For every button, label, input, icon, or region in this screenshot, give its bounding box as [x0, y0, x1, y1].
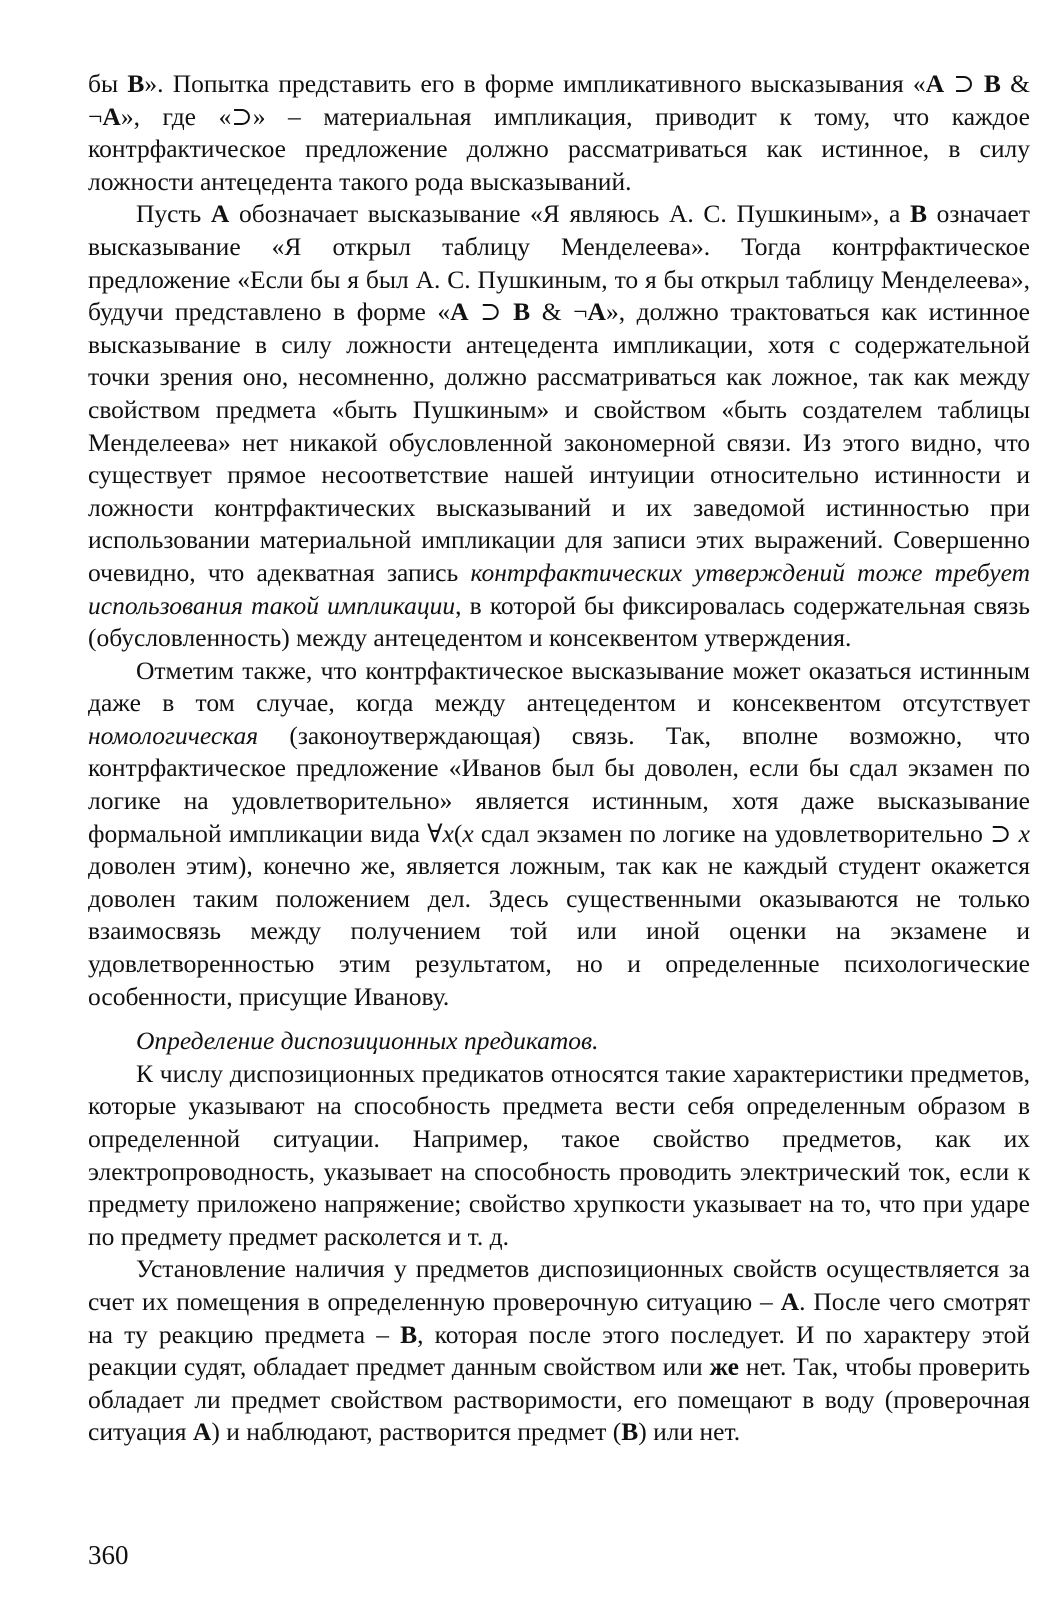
text-run: , которая после этого последует. И по характеру этой реакции судят, обладает предмет данным свойством или — [88, 1319, 1030, 1382]
text-run: (законоутверждающая) связь. Так, вполне возможно, что контрфактическое предложение «Иванов был бы доволен, если бы сдал экзамен по логике на удовлетворительно» является истинным, хотя даже высказывание формальной импликации вида ∀ — [88, 720, 1030, 848]
bold-term: B — [983, 69, 1001, 98]
text-run: & ¬ — [88, 69, 1030, 131]
bold-term: B — [909, 199, 927, 229]
bold-term: A — [450, 297, 469, 327]
paragraph-1 — [88, 68, 1030, 198]
text-run: К числу диспозиционных предикатов относятся такие характеристики предметов, которые указывают на способность предмета вести себя определенным образом в определенной ситуации. Например, такое свойство предметов, как их электропроводность, указывает на способность проводить электрический ток, если к предмету приложено напряжение; свойство хрупкости указывает на то, что при ударе по предмету предмет расколется и т. д. — [88, 1058, 1030, 1251]
text-run: & ¬ — [530, 297, 588, 327]
italic-text: x — [442, 818, 454, 848]
text-run: сдал экзамен по логике на удовлетворительно ⊃ — [473, 818, 1019, 848]
bold-term: A — [925, 69, 945, 98]
text-run: означает высказывание «Я открыл таблицу Менделеева». Тогда контрфактическое предложение «Если бы я был А. С. Пушкиным, то я бы открыл таблицу Менделеева», будучи представлено в форме « — [88, 199, 1031, 327]
bold-term: A — [192, 1417, 212, 1447]
text-run: ( — [453, 818, 463, 848]
text-run: , в которой бы фиксировалась содержательная связь (обусловленность) между антецедентом и консеквентом утверждения. — [88, 590, 1030, 653]
section-heading: Определение диспозиционных предикатов. — [136, 1026, 599, 1056]
bold-term: A — [780, 1286, 800, 1316]
text-run: Пусть — [136, 199, 211, 229]
text-run: ⊃ — [944, 69, 984, 98]
text-run: . После чего смотрят на ту реакцию предмета – — [88, 1286, 1031, 1349]
italic-text: x — [1018, 818, 1030, 848]
page-number: 360 — [88, 1540, 129, 1570]
text-run: ⊃ — [468, 297, 514, 327]
text-run: нет. Так, чтобы проверить обладает ли предмет свойством растворимости, его помещают в воду (проверочная ситуация — [88, 1352, 1030, 1447]
text-run: », должно трактоваться как истинное высказывание в силу ложности антецедента импликации, хотя с содержательной точки зрения оно, несомненно, должно рассматриваться как ложное, так как между свойством предмета «быть Пушкиным» и свойством «быть создателем таблицы Менделеева» нет никакой обусловленной закономерной связи. Из этого видно, что существует прямое несоответствие нашей интуиции относительно истинности и ложности контрфактических высказываний и их заведомой истинностью при использовании материальной импликации для записи этих выражений. Совершенно очевидно, что адекватная запись — [88, 297, 1030, 587]
bold-term: B — [621, 1417, 639, 1447]
paragraph-4 — [88, 1058, 1030, 1254]
paragraph-3 — [88, 655, 1030, 1014]
bold-term: же — [709, 1352, 739, 1382]
page-body — [88, 68, 1030, 1449]
text-run: ) или нет. — [638, 1417, 741, 1447]
bold-term: A — [210, 199, 230, 229]
bold-term: B — [127, 69, 145, 98]
text-run: обозначает высказывание «Я являюсь А. С. Пушкиным», а — [229, 199, 910, 229]
text-run: бы — [88, 69, 128, 98]
text-run: », где «⊃» – материальная импликация, приводит к тому, что каждое контрфактическое предложение должно рассматриваться как истинное, в силу ложности антецедента такого рода высказываний. — [88, 101, 1030, 196]
text-run: ) и наблюдают, растворится предмет ( — [211, 1417, 622, 1447]
italic-text: номологическая — [88, 720, 259, 750]
text-run: Установление наличия у предметов диспозиционных свойств осуществляется за счет их помещения в определенную проверочную ситуацию – — [88, 1254, 1030, 1316]
paragraph-2 — [88, 198, 1030, 654]
bold-term: B — [513, 297, 531, 327]
text-run: ». Попытка представить его в форме импликативного высказывания « — [144, 69, 926, 98]
bold-term: A — [102, 101, 121, 131]
text-run: доволен этим), конечно же, является ложным, так как не каждый студент окажется доволен таким положением дел. Здесь существенными оказываются не только взаимосвязь между получением той или иной оценки на экзамене и удовлетворенностью этим результатом, но и определенные психологические особенности, присущие Иванову. — [88, 851, 1030, 1011]
bold-term: A — [587, 297, 606, 327]
text-run: Отметим также, что контрфактическое высказывание может оказаться истинным даже в том случае, когда между антецедентом и консеквентом отсутствует — [88, 655, 1030, 718]
italic-text: контрфактических утверждений тоже требует использования такой импликации — [88, 557, 1030, 620]
paragraph-5 — [88, 1253, 1030, 1449]
bold-term: B — [400, 1319, 418, 1349]
italic-text: x — [462, 818, 474, 848]
